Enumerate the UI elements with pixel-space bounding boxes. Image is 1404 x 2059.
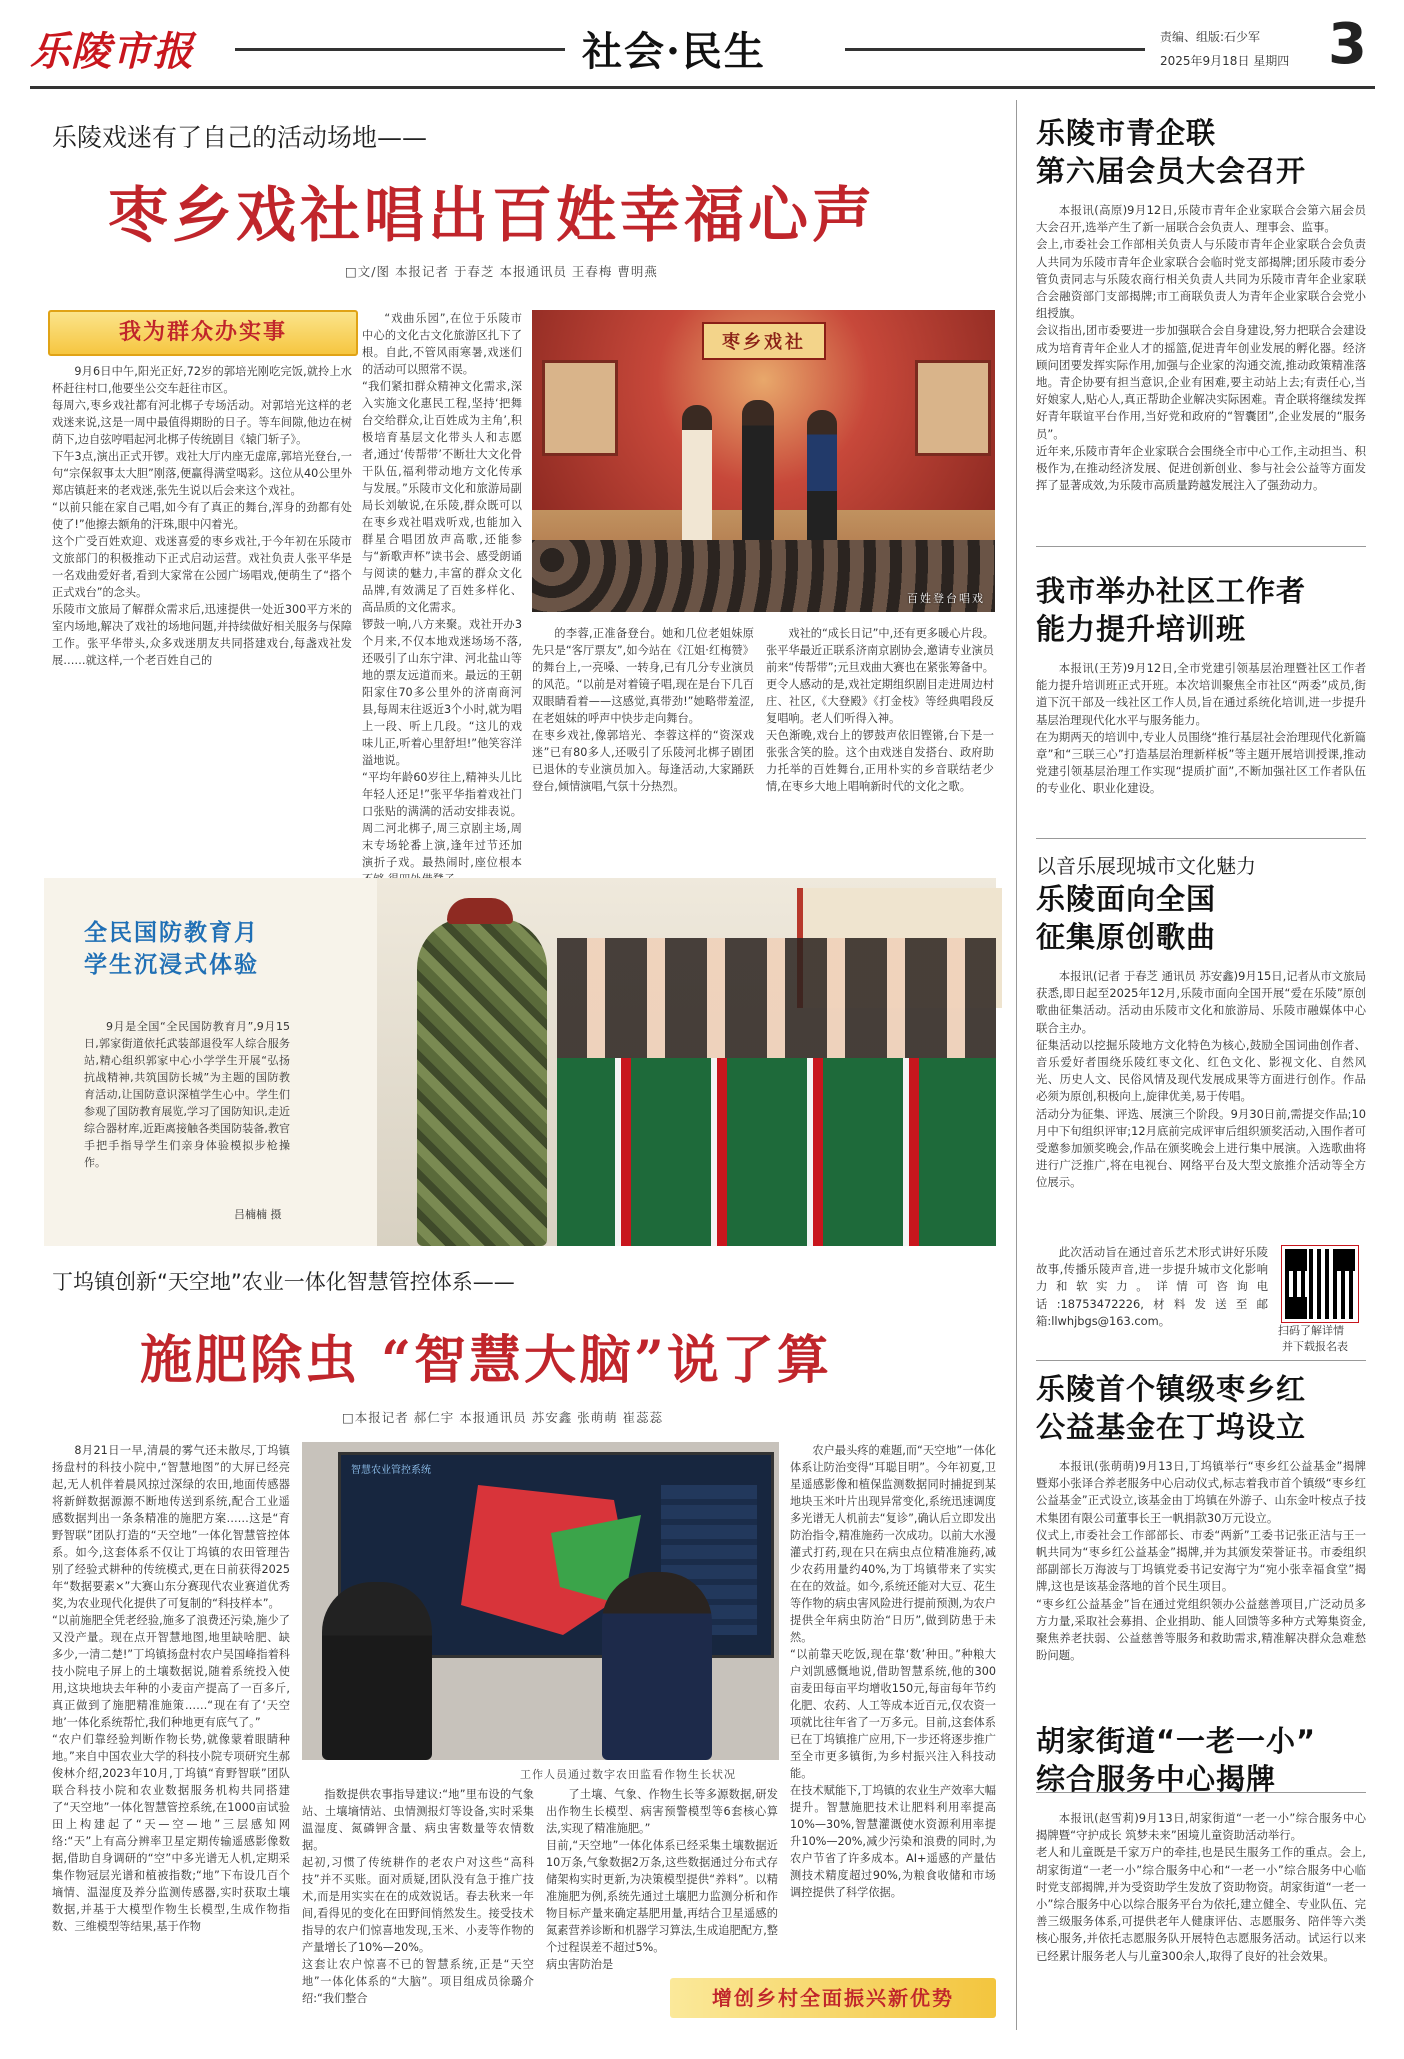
side2-title-1: 我市举办社区工作者	[1036, 574, 1307, 608]
side4-text: 本报讯(张萌萌)9月13日,丁坞镇举行“枣乡红公益基金”揭牌暨郑小张译合养老服务中心启动仪式,标志着我市首个镇级“枣乡红公益基金”正式设立,该基金由丁坞镇在外游子、山东金叶桉点子技术集团有限公司董事长王一帆捐款30万元设立。 仪式上,市委社会工作部部长、市委“两新”工委书记张正洁与王一帆共同为“枣乡红公益基金”揭牌,并为其颁发荣誉证书。市委组织部副部长万海波与丁坞镇党委书记安海宁为“宛小张幸福食堂”揭牌,这也是该基金落地的首个民生项目。 “枣乡红公益基金”旨在通过党组织领办公益慈善项目,广泛动员多方力量,采取社会募捐、企业捐助、能人回馈等多种方式筹集资金,聚焦养老扶弱、公益慈善等服务和救助需求,精准解决群众急难愁盼问题。	[1036, 1459, 1366, 1663]
farm-col-4: 农户最头疼的难题,而“天空地”一体化体系让防治变得“耳聪目明”。今年初夏,卫星遥感影像和植保监测数据同时捕捉到某地块玉米叶片出现异常变化,系统迅速调度多光谱无人机前去“复诊”,确认后立即发出防治指令,精准施药一次成功。以前大水漫灌式打药,现在只在病虫点位精准施药,减少农药用量约40%,为丁坞镇带来了实实在在的效益。如今,系统还能对大豆、花生等作物的病虫害风险进行提前预测,为农户提供全年病虫防治“日历”,做到防患于未然。 “以前靠天吃饭,现在靠‘数’种田。”种粮大户刘凯感慨地说,借助智慧系统,他的300亩麦田每亩平均增收150元,每亩每年节约化肥、农药、人工等成本近百元,仅农资一项就比往年省了一万多元。目前,这套体系已在丁坞镇推广应用,下一步还将逐步推广至全市更多镇街,为乡村振兴注入科技动能。 在技术赋能下,丁坞镇的农业生产效率大幅提升。智慧施肥技术让肥料利用率提高10%—30%,智慧灌溉使水资源利用率提升10%—20%,减少污染和浪费的同时,为农户节省了许多成本。AI+遥感的产量估测技术精度超过90%,为粮食收储和市场调控提供了科学依据。	[790, 1444, 996, 1899]
side3-text-2: 此次活动旨在通过音乐艺术形式讲好乐陵故事,传播乐陵声音,进一步提升城市文化影响力和软实力。详情可咨询电话:18753472226,材料发送至邮箱:llwhjbgs@163.com。	[1036, 1245, 1268, 1328]
window-right	[915, 360, 991, 456]
side3-title-2: 征集原创歌曲	[1036, 920, 1217, 954]
side1-title-2: 第六届会员大会召开	[1036, 154, 1307, 188]
editors-line: 责编、组版:石少军	[1160, 30, 1261, 44]
defense-text: 9月是全国“全民国防教育月”,9月15日,郭家街道依托武装部退役军人综合服务站,精心组织郭家中心小学学生开展“弘扬抗战精神,共筑国防长城”为主题的国防教育活动,让国防意识深植学生心中。学生们参观了国防教育展览,学习了国防知识,走近综合器材库,近距离接触各类国防装备,教官手把手指导学生们亲身体验模拟步枪操作。	[84, 1020, 290, 1169]
service-banner	[48, 310, 358, 356]
revitalize-banner-label: 增创乡村全面振兴新优势	[712, 1986, 954, 2010]
side3-text: 本报讯(记者 于春芝 通讯员 苏安鑫)9月15日,记者从市文旅局获悉,即日起至2025年12月,乐陵市面向全国开展“爱在乐陵”原创歌曲征集活动。活动由乐陵市文化和旅游局、乐陵市融媒体中心联合主办。 征集活动以挖掘乐陵地方文化特色为核心,鼓励全国词曲创作者、音乐爱好者围绕乐陵红枣文化、红色文化、影视文化、自然风光、历史人文、民俗风情及现代发展成果等方面进行创作。作品必须为原创,积极向上,旋律优美,易于传唱。 活动分为征集、评选、展演三个阶段。9月30日前,需提交作品;10月中下旬组织评审;12月底前完成评审后组织颁奖活动,入围作者可受邀参加颁奖晚会,作品在颁奖晚会上进行集中展演。入选歌曲将进行广泛推广,将在电视台、网络平台及大型文旅推介活动等全方位展示。	[1036, 969, 1366, 1190]
qr-caption-1: 扫码了解详情	[1278, 1324, 1344, 1337]
date-line: 2025年9月18日 星期四	[1160, 54, 1290, 68]
page-number: 3	[1328, 12, 1367, 77]
stage-sign: 枣乡戏社	[702, 322, 826, 360]
qr-caption-2: 并下载报名表	[1282, 1340, 1348, 1353]
soldier	[417, 918, 547, 1246]
lead-col-3: 的李蓉,正准备登台。她和几位老姐妹原先只是“客厅票友”,如今站在《江姐·红梅赞》的舞台上,一亮嗓、一转身,已有几分专业演员的风范。“以前是对着镜子唱,现在是台下几百双眼睛看着——这感觉,真带劲!”她略带羞涩,在老姐妹的呼声中快步走向舞台。 在枣乡戏社,像郭培光、李蓉这样的“资深戏迷”已有80多人,还吸引了乐陵河北梆子剧团已退休的专业演员加入。每逢活动,大家踊跃登台,倾情演唱,气氛十分热烈。	[532, 627, 754, 793]
side1-text: 本报讯(高原)9月12日,乐陵市青年企业家联合会第六届会员大会召开,选举产生了新一届联合会负责人、理事会、监事。 会上,市委社会工作部相关负责人与乐陵市青年企业家联合会负责人共同为乐陵市青年企业家联合会临时党支部揭牌;团乐陵市委分管负责同志与乐陵农商行相关负责人共同为乐陵市青年企业家联合会融资部门支部揭牌;市工商联负责人为青年企业家联合会党小组授旗。 会议指出,团市委要进一步加强联合会自身建设,努力把联合会建设成为培育青年企业人才的摇篮,促进青年创业发展的孵化器。经济顾问团要发挥实际作用,加强与企业家的沟通交流,推动政策精准落地。青企协要有担当意识,企业有困难,要主动站上去;有责任心,当好娘家人,贴心人,真正帮助企业解决实际困难。青企联将继续发挥好青年联谊平台作用,当好党和政府的“智囊团”,企业发展的“服务员”。 近年来,乐陵市青年企业家联合会围绕全市中心工作,主动担当、积极作为,在推动经济发展、促进创新创业、参与社会公益等方面发挥了显著成效,为乐陵市高质量跨越发展注入了强劲动力。	[1036, 203, 1366, 493]
side3-rule	[1036, 1360, 1366, 1361]
farm-screen-title: 智慧农业管控系统	[351, 1465, 431, 1476]
defense-credit: 吕楠楠 摄	[234, 1208, 282, 1221]
defense-title-2: 学生沉浸式体验	[84, 952, 259, 978]
side1-rule	[1036, 546, 1366, 547]
farm-col-3: 了土壤、气象、作物生长等多源数据,研发出作物生长模型、病害预警模型等6套核心算法,实现了精准施肥。” 目前,“天空地”一体化体系已经采集土壤数据近10万条,气象数据2万条,这些数据通过分布式存储架构实时更新,为决策模型提供“养料”。以精准施肥为例,系统先通过土壤肥力监测分析和作物目标产量来确定基肥用量,再结合卫星遥感的氮素营养诊断和机器学习算法,生成追肥配方,整个过程误差不超过5%。 病虫害防治是	[546, 1788, 778, 1971]
farm-col-2: 指数提供农事指导建议:“地”里布设的气象站、土壤墒情站、虫情测报灯等设备,实时采集温湿度、氮磷钾含量、病虫害数量等农情数据。 起初,习惯了传统耕作的老农户对这些“高科技”并不买账。面对质疑,团队没有急于推广技术,而是用实实在在的成效说话。春去秋来一年间,看得见的变化在田野间悄然发生。接受技术指导的农户们惊喜地发现,玉米、小麦等作物的产量增长了10%—20%。 这套让农户惊喜不已的智慧系统,正是“天空地”一体化体系的“大脑”。项目组成员徐璐介绍:“我们整合	[302, 1788, 534, 2005]
side3-kicker: 以音乐展现城市文化魅力	[1036, 854, 1256, 878]
farm-kicker: 丁坞镇创新“天空地”农业一体化智慧管控体系——	[52, 1270, 515, 1294]
side2-text: 本报讯(王芳)9月12日,全市党建引领基层治理暨社区工作者能力提升培训班正式开班。本次培训聚焦全市社区“两委”成员,街道下沉干部及一线社区工作人员,旨在通过系统化培训,进一步提升基层治理现代化水平与服务能力。 在为期两天的培训中,专业人员围绕“推行基层社会治理现代化新篇章”和“三联三心”打造基层治理新样板”等主题开展培训授课,推动党建引领基层治理工作实现“提质扩面”,不断加强社区工作者队伍的专业化、职业化建设。	[1036, 661, 1366, 796]
window-left	[542, 360, 618, 456]
singer-3	[807, 410, 837, 545]
theater-photo-caption: 百姓登台唱戏	[907, 592, 985, 605]
theater-photo	[532, 310, 995, 612]
farm-byline: □本报记者 郝仁宇 本报通讯员 苏安鑫 张萌萌 崔蕊蕊	[342, 1410, 664, 1425]
side5-text: 本报讯(赵雪莉)9月13日,胡家街道“一老一小”综合服务中心揭牌暨“守护成长 筑梦未来”困境儿童资助活动举行。 老人和儿童既是千家万户的牵挂,也是民生服务工作的重点。会上,胡家街道“一老一小”综合服务中心和“一老一小”综合服务中心临时党支部揭牌,并为受资助学生发放了资助物资。胡家街道“一老一小”综合服务中心以综合服务平台为依托,建立健全、专业队伍、完善三级服务体系,可提供老年人健康评估、志愿服务、陪伴等六类核心服务,并依托志愿服务队开展特色志愿服务活动。试运行以来已经累计服务老人与儿童300余人,取得了良好的社会效果。	[1036, 1811, 1366, 1963]
service-banner-label: 我为群众办实事	[118, 320, 287, 345]
side2-rule	[1036, 838, 1366, 839]
section-title: 社会·民生	[582, 28, 766, 75]
masthead-bottom-rule	[30, 86, 1375, 89]
defense-photo	[377, 878, 996, 1246]
lead-kicker: 乐陵戏迷有了自己的活动场地——	[52, 123, 428, 152]
masthead-logo: 乐陵市报	[30, 28, 194, 75]
defense-title-1: 全民国防教育月	[84, 920, 259, 946]
lead-col-4: 戏社的“成长日记”中,还有更多暖心片段。张平华最近正联系济南京剧协会,邀请专业演员前来“传帮带”;元旦戏曲大赛也在紧张筹备中。更令人感动的是,戏社定期组织剧目走进周边村庄、社区,《大登殿》《打金枝》等经典唱段反复唱响。老人们听得入神。 天色渐晚,戏台上的锣鼓声依旧铿锵,台下是一张张含笑的脸。这个由戏迷自发搭台、政府助力托举的百姓舞台,正用朴实的乡音联结老少情,在枣乡大地上唱响新时代的文化之歌。	[766, 627, 994, 793]
lead-byline: □文/图 本报记者 于春芝 本报通讯员 王春梅 曹明燕	[345, 264, 658, 279]
lead-col-1: 9月6日中午,阳光正好,72岁的郭培光刚吃完饭,就拎上水杯赶往村口,他要坐公交车赶往市区。 每周六,枣乡戏社都有河北梆子专场活动。对郭培光这样的老戏迷来说,这是一周中最值得期盼的日子。等车间隙,他边在树荫下,边自弦哼唱起河北梆子传统剧目《辕门斩子》。 下午3点,演出正式开锣。戏社大厅内座无虚席,郭培光登台,一句“宗保叙事太大胆”刚落,便赢得满堂喝彩。这位从40公里外郑店镇赶来的老戏迷,张先生说以后会来这个戏社。 “以前只能在家自己唱,如今有了真正的舞台,浑身的劲都有处使了!”他擦去额角的汗珠,眼中闪着光。 这个广受百姓欢迎、戏迷喜爱的枣乡戏社,于今年初在乐陵市文旅部门的积极推动下正式启动运营。戏社负责人张平华是一名戏曲爱好者,看到大家常在公园广场唱戏,便萌生了“搭个正式戏台”的念头。 乐陵市文旅局了解群众需求后,迅速提供一处近300平方米的室内场地,解决了戏社的场地问题,并持续做好相关服务与保障工作。张平华带头,众多戏迷朋友共同搭建戏台,每盏戏社发展……就这样,一个老百姓自己的	[52, 365, 352, 667]
qr-code[interactable]	[1282, 1246, 1358, 1322]
side4-title-1: 乐陵首个镇级枣乡红	[1036, 1372, 1307, 1406]
man-figure	[602, 1572, 712, 1760]
masthead-right-rule	[845, 48, 1145, 51]
farm-headline: 施肥除虫 “智慧大脑”说了算	[140, 1330, 832, 1391]
farm-photo-caption: 工作人员通过数字农田监看作物生长状况	[520, 1768, 736, 1781]
singer-2	[742, 400, 774, 550]
students-row-front	[557, 1058, 996, 1246]
woman-figure	[322, 1582, 432, 1760]
side4-title-2: 公益基金在丁坞设立	[1036, 1410, 1307, 1444]
side5-title-2: 综合服务中心揭牌	[1036, 1762, 1277, 1796]
side5-title-1: 胡家街道“一老一小”	[1036, 1724, 1317, 1758]
side3-title-1: 乐陵面向全国	[1036, 882, 1217, 916]
revitalize-banner	[670, 1978, 996, 2018]
side2-title-2: 能力提升培训班	[1036, 612, 1247, 646]
defense-block	[44, 878, 996, 1246]
students-row-back	[557, 938, 996, 1058]
lead-col-2: “戏曲乐园”,在位于乐陵市中心的文化古文化旅游区扎下了根。自此,不管风雨寒暑,戏迷们的活动可以照常不误。 “我们紧扣群众精神文化需求,深入实施文化惠民工程,坚持‘把舞台交给群众,让百姓成为主角’,积极培育基层文化带头人和志愿者,通过‘传帮带’不断壮大文化骨干队伍,福利带动地方文化传承与发展。”乐陵市文化和旅游局副局长刘敏说,在乐陵,群众既可以在枣乡戏社唱戏听戏,也能加入群星合唱团放声高歌,还能参与“新歌声杯”读书会、感受朗诵与阅读的魅力,丰富的群众文化品牌,有效满足了百姓多样化、高品质的文化需求。 锣鼓一响,八方来聚。戏社开办3个月来,不仅本地戏迷场场不落,还吸引了山东宁津、河北盐山等地的票友远道而来。最远的王朝阳家住70多公里外的济南商河县,每周末往返近3个小时,就为唱上一段、听上几段。“这儿的戏味儿正,听着心里舒坦!”他笑容洋溢地说。 “平均年龄60岁往上,精神头儿比年轻人还足!”张平华指着戏社门口张贴的满满的活动安排表说。周二河北梆子,周三京剧主场,周末专场轮番上演,逢年过节还加演折子戏。最热闹时,座位根本	[362, 312, 522, 869]
farm-photo	[302, 1442, 779, 1760]
side1-title-1: 乐陵市青企联	[1036, 116, 1217, 150]
farm-col-1: 8月21日一早,清晨的雾气还未散尽,丁坞镇扬盘村的科技小院中,“智慧地图”的大屏已经亮起,无人机伴着晨风掠过深绿的农田,地面传感器将新鲜数据源源不断地传送到系统,配合工业遥感数据判出一条条精准的施肥方案……这是“育野智联”团队打造的“天空地”一体化智慧管控体系。如今,这套体系不仅让丁坞镇的农田管理告别了经验式耕种的传统模式,更在日前获得2025年“数据要素×”大赛山东分赛现代农业赛道优秀奖,为农业现代化提供了可复制的“科技样本”。 “以前施肥全凭老经验,施多了浪费还污染,施少了又没产量。现在点开智慧地图,地里缺啥肥、缺多少,一清二楚!”丁坞镇扬盘村农户吴国峰指着科技小院电子屏上的土壤数据说,随着系统投入使用,这块地块去年种的小麦亩产提高了一百多斤,真正做到了施肥精准施策……“现在有了‘天空地’一体化系统帮忙,我们种地更有底气了。” “农户们靠经验判断作物长势,就像蒙着眼睛种地。”来自中国农业大学的科技小院专项研究生郝俊林介绍,2023年10月,丁坞镇“育野智联”团队联合科技小院和农业数据服务机构共同搭建了“天空地”一体化智慧管控系统,在1000亩试验田上构建起了“天—空—地”三层感知网络:“天”上有高分辨率卫星定期传输遥感影像数据,借助自身调研的“空”中多光谱无人机,定期采集作物冠层光谱和植被指数;“地”下布设几百个墒情、温湿度及养分监测传感器,实时获取土壤数据,并基于大模型作物生长模型,生成作物指数、三维模型等结果,基于作物	[52, 1444, 290, 1933]
sidebar-divider	[1016, 100, 1017, 2030]
singer-1	[682, 405, 712, 545]
soldier-beret	[447, 898, 513, 924]
masthead-left-rule	[235, 48, 565, 51]
lead-headline: 枣乡戏社唱出百姓幸福心声	[108, 181, 876, 251]
